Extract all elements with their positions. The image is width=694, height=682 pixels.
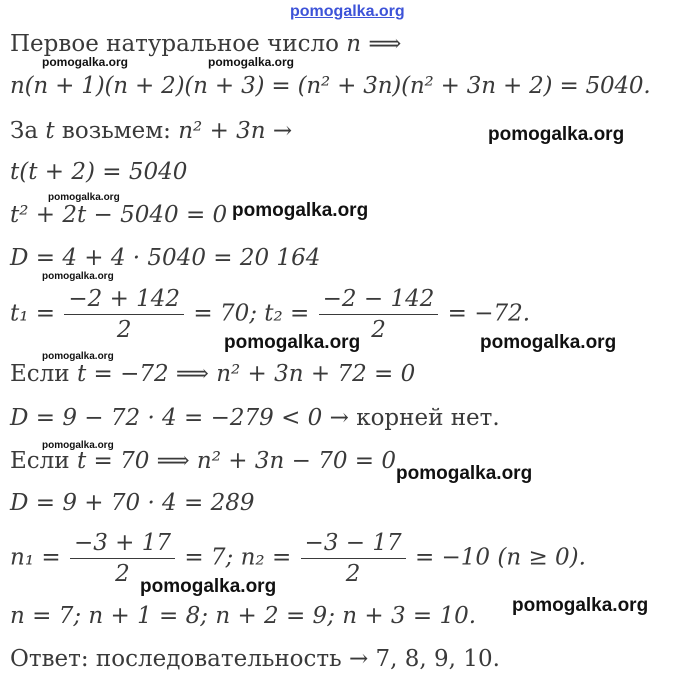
line-answer: Ответ: последовательность → 7, 8, 9, 10. — [10, 646, 500, 672]
fraction-n1 — [70, 528, 175, 589]
watermark: pomogalka.org — [480, 332, 617, 353]
watermark-top[interactable]: pomogalka.org — [290, 3, 405, 20]
watermark: pomogalka.org — [42, 440, 114, 451]
fraction-denominator: 2 — [115, 561, 130, 587]
t1-value: = 70; t₂ = — [193, 300, 310, 327]
watermark: pomogalka.org — [232, 200, 369, 221]
substitution-text-rest: возьмем: — [54, 118, 179, 144]
line-case-positive — [10, 447, 396, 475]
intro-text: Первое натуральное число — [10, 31, 347, 57]
variable-n: n — [346, 31, 362, 57]
watermark: pomogalka.org — [42, 55, 129, 69]
t1-label: t₁ = — [10, 300, 56, 327]
case-expr: t = 70 ⟹ n² + 3n − 70 = 0 — [76, 448, 396, 474]
fraction-numerator: −2 − 142 — [319, 284, 439, 315]
line-quadratic-t: t² + 2t − 5040 = 0 — [10, 202, 228, 228]
fraction-numerator: −2 + 142 — [64, 284, 184, 315]
watermark: pomogalka.org — [512, 595, 649, 616]
fraction-denominator: 2 — [116, 317, 132, 343]
line-roots-n — [10, 528, 586, 589]
line-substitution — [10, 117, 292, 145]
substitution-expr: n² + 3n → — [178, 118, 293, 144]
n1-label: n₁ = — [10, 544, 61, 571]
line-case-negative — [10, 360, 415, 388]
variable-t: t — [45, 118, 55, 144]
watermark: pomogalka.org — [42, 351, 114, 362]
fraction-t1 — [64, 284, 184, 345]
line-intro — [10, 30, 401, 58]
line-t-equation: t(t + 2) = 5040 — [10, 159, 188, 185]
implies-arrow: ⟹ — [361, 31, 402, 57]
line-discriminant-2 — [10, 404, 500, 432]
no-roots-text: корней нет. — [356, 405, 500, 431]
line-sequence-values: n = 7; n + 1 = 8; n + 2 = 9; n + 3 = 10. — [10, 603, 477, 629]
case-text: Если — [10, 361, 77, 387]
case-text: Если — [10, 448, 77, 474]
substitution-text: За — [10, 118, 46, 144]
fraction-denominator: 2 — [371, 317, 386, 343]
case-expr: t = −72 ⟹ n² + 3n + 72 = 0 — [76, 361, 416, 387]
fraction-numerator: −3 − 17 — [301, 528, 406, 559]
discriminant-expr: D = 9 − 72 · 4 = −279 < 0 → — [10, 405, 357, 431]
watermark: pomogalka.org — [42, 271, 114, 282]
line-discriminant-3: D = 9 + 70 · 4 = 289 — [10, 490, 255, 516]
line-roots-t — [10, 284, 530, 345]
fraction-t2 — [319, 284, 439, 345]
n2-value: = −10 (n ≥ 0). — [414, 544, 586, 571]
watermark: pomogalka.org — [208, 55, 295, 69]
watermark: pomogalka.org — [488, 124, 625, 145]
watermark: pomogalka.org — [140, 576, 277, 597]
watermark: pomogalka.org — [224, 332, 361, 353]
line-product-equation: n(n + 1)(n + 2)(n + 3) = (n² + 3n)(n² + 3n + 2) = 5040. — [10, 73, 651, 99]
watermark: pomogalka.org — [396, 463, 533, 484]
n1-value: = 7; n₂ = — [184, 544, 292, 571]
watermark: pomogalka.org — [48, 192, 120, 203]
fraction-n2 — [301, 528, 406, 589]
line-discriminant-1: D = 4 + 4 · 5040 = 20 164 — [10, 245, 321, 271]
fraction-numerator: −3 + 17 — [70, 528, 175, 559]
t2-value: = −72. — [447, 300, 531, 327]
fraction-denominator: 2 — [345, 561, 361, 587]
